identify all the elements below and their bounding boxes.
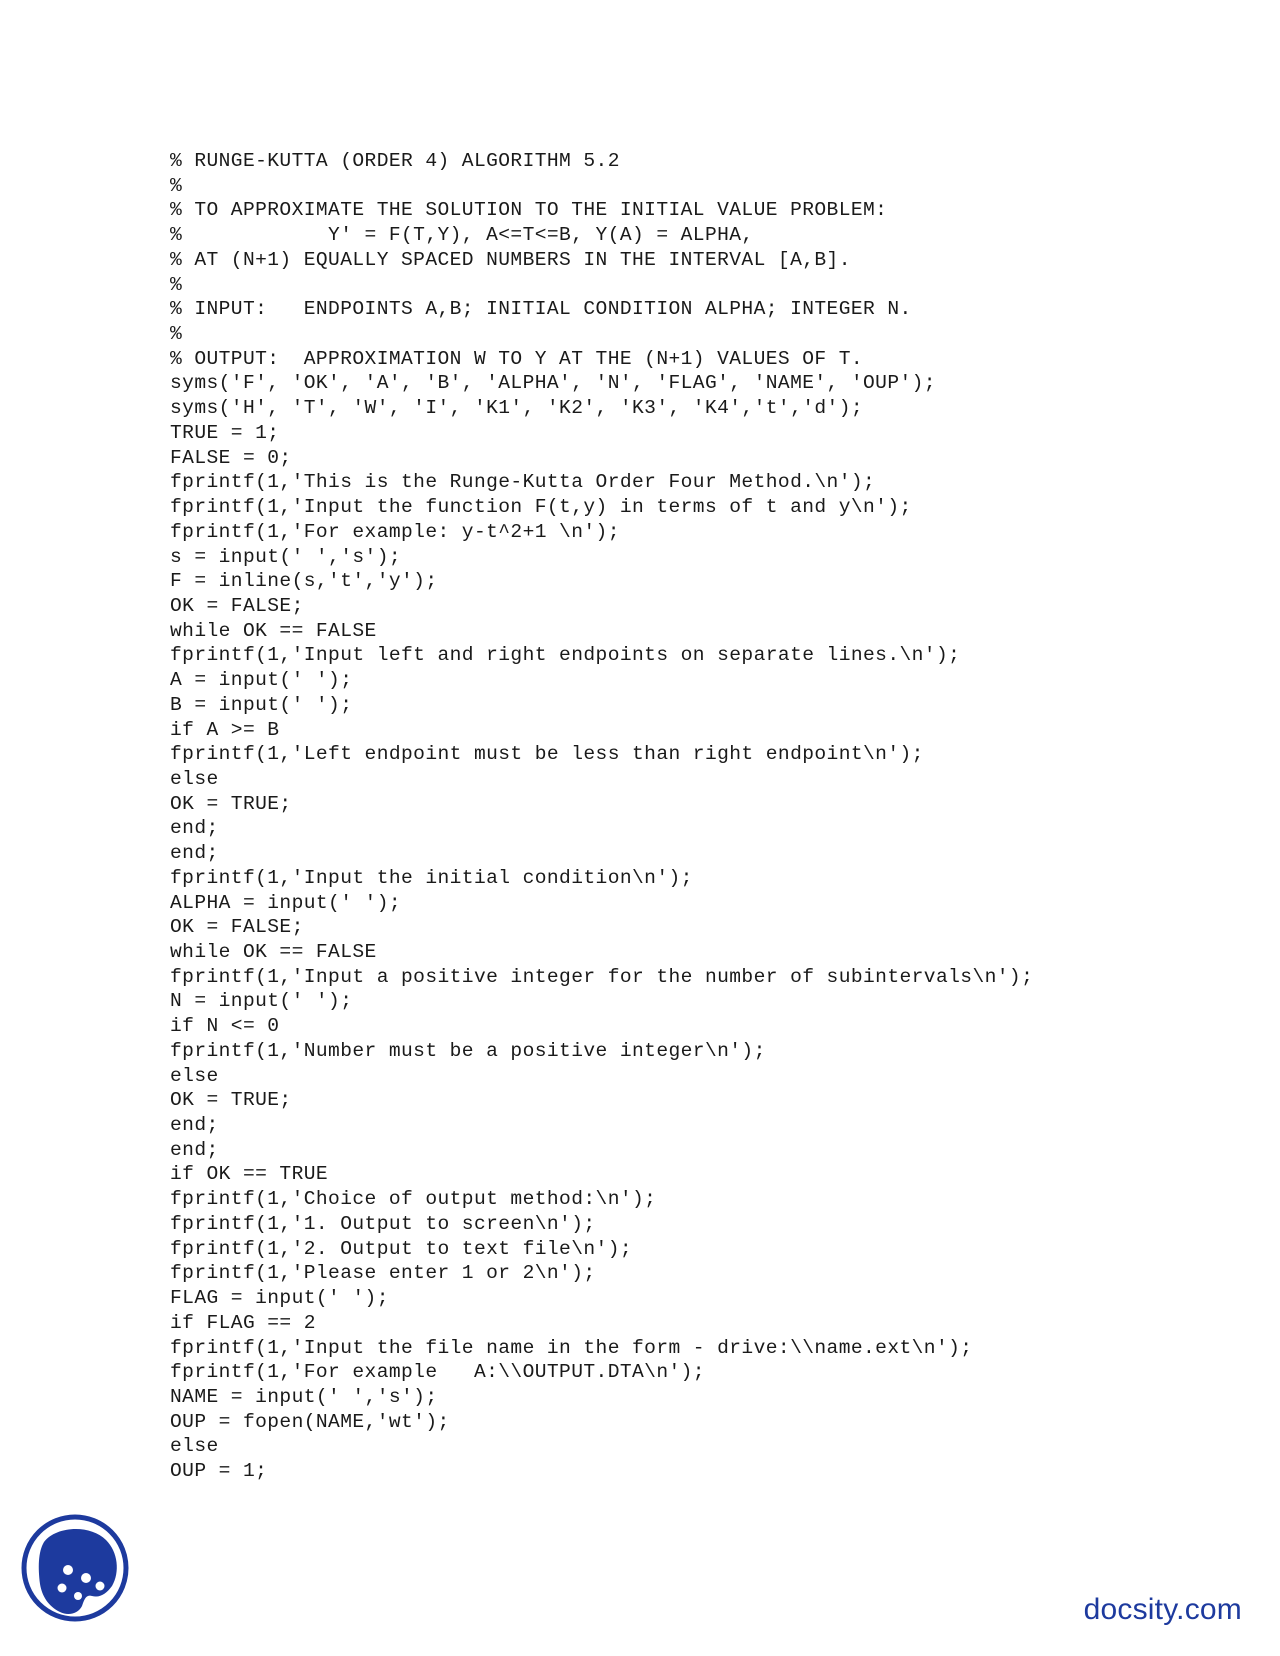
- code-line: fprintf(1,'2. Output to text file\n');: [170, 1237, 633, 1260]
- code-line: fprintf(1,'This is the Runge-Kutta Order Four Method.\n');: [170, 471, 876, 494]
- code-line: F = inline(s,'t','y');: [170, 570, 438, 593]
- code-line: end;: [170, 1114, 219, 1137]
- code-line: fprintf(1,'Choice of output method:\n');: [170, 1188, 657, 1211]
- code-line: end;: [170, 842, 219, 865]
- code-line: else: [170, 767, 219, 790]
- code-line: fprintf(1,'Input left and right endpoints on separate lines.\n');: [170, 644, 961, 667]
- code-line: fprintf(1,'For example A:\\OUTPUT.DTA\n');: [170, 1361, 705, 1384]
- code-line: fprintf(1,'Input the initial condition\n');: [170, 866, 693, 889]
- code-line: while OK == FALSE: [170, 619, 377, 642]
- code-line: FALSE = 0;: [170, 446, 292, 469]
- code-line: fprintf(1,'Please enter 1 or 2\n');: [170, 1262, 596, 1285]
- code-line: fprintf(1,'Input the file name in the form - drive:\\name.ext\n');: [170, 1336, 973, 1359]
- code-line: %: [170, 323, 183, 346]
- code-line: end;: [170, 1138, 219, 1161]
- code-line: % TO APPROXIMATE THE SOLUTION TO THE INITIAL VALUE PROBLEM:: [170, 199, 888, 222]
- docsity-brand-link[interactable]: docsity.com: [1083, 1593, 1242, 1626]
- code-line: if OK == TRUE: [170, 1163, 329, 1186]
- code-line: fprintf(1,'For example: y-t^2+1 \n');: [170, 520, 620, 543]
- code-line: fprintf(1,'Input a positive integer for the number of subintervals\n');: [170, 965, 1034, 988]
- code-line: s = input(' ','s');: [170, 545, 402, 568]
- code-line: OK = FALSE;: [170, 916, 304, 939]
- code-line: OUP = 1;: [170, 1460, 268, 1483]
- code-line: OK = TRUE;: [170, 1089, 292, 1112]
- code-line: if FLAG == 2: [170, 1311, 316, 1334]
- code-line: OUP = fopen(NAME,'wt');: [170, 1410, 450, 1433]
- code-line: TRUE = 1;: [170, 421, 280, 444]
- code-line: OK = TRUE;: [170, 792, 292, 815]
- code-line: fprintf(1,'Input the function F(t,y) in terms of t and y\n');: [170, 496, 912, 519]
- code-line: FLAG = input(' ');: [170, 1287, 389, 1310]
- code-line: syms('H', 'T', 'W', 'I', 'K1', 'K2', 'K3', 'K4','t','d');: [170, 397, 864, 420]
- code-line: syms('F', 'OK', 'A', 'B', 'ALPHA', 'N', 'FLAG', 'NAME', 'OUP');: [170, 372, 936, 395]
- code-line: else: [170, 1435, 219, 1458]
- code-line: if N <= 0: [170, 1015, 280, 1038]
- code-line: if A >= B: [170, 718, 280, 741]
- code-line: % OUTPUT: APPROXIMATION W TO Y AT THE (N+1) VALUES OF T.: [170, 347, 864, 370]
- code-line: ALPHA = input(' ');: [170, 891, 402, 914]
- code-line: N = input(' ');: [170, 990, 353, 1013]
- code-line: B = input(' ');: [170, 693, 353, 716]
- code-line: % AT (N+1) EQUALLY SPACED NUMBERS IN THE INTERVAL [A,B].: [170, 248, 851, 271]
- code-listing: [170, 149, 1230, 1484]
- code-line: % Y' = F(T,Y), A<=T<=B, Y(A) = ALPHA,: [170, 224, 754, 247]
- code-line: % INPUT: ENDPOINTS A,B; INITIAL CONDITION ALPHA; INTEGER N.: [170, 298, 912, 321]
- code-line: NAME = input(' ','s');: [170, 1385, 438, 1408]
- code-line: A = input(' ');: [170, 669, 353, 692]
- code-line: end;: [170, 817, 219, 840]
- code-line: OK = FALSE;: [170, 594, 304, 617]
- code-line: fprintf(1,'Number must be a positive integer\n');: [170, 1039, 766, 1062]
- code-line: %: [170, 174, 183, 197]
- docsity-logo-icon[interactable]: [20, 1512, 130, 1624]
- code-line: while OK == FALSE: [170, 941, 377, 963]
- code-line: fprintf(1,'1. Output to screen\n');: [170, 1212, 596, 1235]
- code-line: else: [170, 1064, 219, 1087]
- code-line: % RUNGE-KUTTA (ORDER 4) ALGORITHM 5.2: [170, 150, 620, 172]
- code-line: %: [170, 273, 183, 296]
- code-line: fprintf(1,'Left endpoint must be less than right endpoint\n');: [170, 743, 924, 766]
